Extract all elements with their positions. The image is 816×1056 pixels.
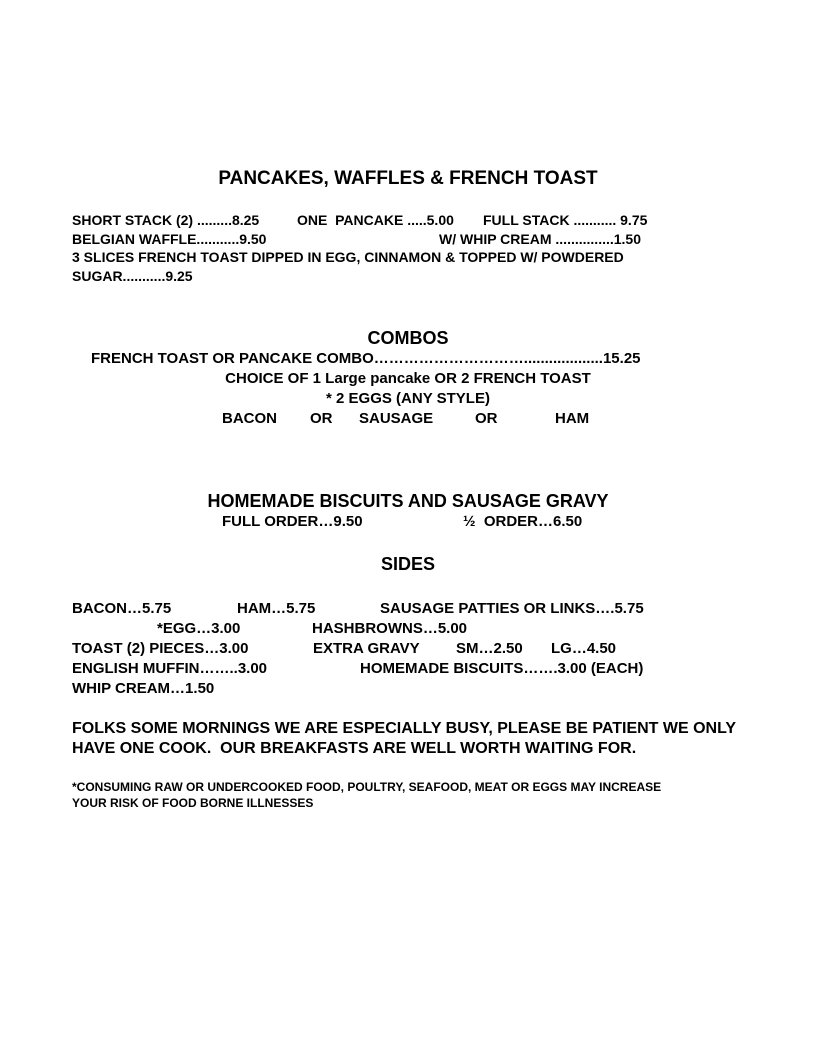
full-stack-item: FULL STACK ........... 9.75 <box>483 212 648 228</box>
biscuits-heading: HOMEMADE BISCUITS AND SAUSAGE GRAVY <box>207 491 609 511</box>
combo-eggs: * 2 EGGS (ANY STYLE) <box>326 390 490 407</box>
side-english-muffin: ENGLISH MUFFIN……..3.00 <box>72 660 268 677</box>
combo-item: FRENCH TOAST OR PANCAKE COMBO…………………………...................15.25 <box>91 350 641 367</box>
disclaimer-line-2: YOUR RISK OF FOOD BORNE ILLNESSES <box>72 796 314 810</box>
side-toast: TOAST (2) PIECES…3.00 <box>72 640 249 657</box>
side-extra-gravy: EXTRA GRAVY <box>313 640 420 657</box>
side-egg: *EGG…3.00 <box>157 620 241 637</box>
combos-heading: COMBOS <box>367 328 449 348</box>
side-gravy-small: SM…2.50 <box>456 640 523 657</box>
sides-heading: SIDES <box>380 554 436 574</box>
combo-choice: CHOICE OF 1 Large pancake OR 2 FRENCH TOAST <box>225 370 591 387</box>
side-whip-cream: WHIP CREAM…1.50 <box>72 680 215 697</box>
biscuits-full-order: FULL ORDER…9.50 <box>222 513 363 530</box>
combo-meat-ham: HAM <box>555 410 590 427</box>
combo-meat-sausage: SAUSAGE <box>359 410 434 427</box>
notice-line-1: FOLKS SOME MORNINGS WE ARE ESPECIALLY BUSY, PLEASE BE PATIENT WE ONLY <box>72 720 737 737</box>
disclaimer-line-1: *CONSUMING RAW OR UNDERCOOKED FOOD, POULTRY, SEAFOOD, MEAT OR EGGS MAY INCREASE <box>72 780 662 794</box>
combo-meat-or-1: OR <box>310 410 333 427</box>
one-pancake-item: ONE PANCAKE .....5.00 <box>297 212 454 228</box>
side-sausage: SAUSAGE PATTIES OR LINKS….5.75 <box>380 600 644 617</box>
french-toast-price: SUGAR...........9.25 <box>72 268 193 284</box>
pancakes-heading: PANCAKES, WAFFLES & FRENCH TOAST <box>218 168 598 189</box>
side-ham: HAM…5.75 <box>237 600 316 617</box>
side-homemade-biscuits: HOMEMADE BISCUITS…….3.00 (EACH) <box>360 660 644 677</box>
biscuits-half-order: ½ ORDER…6.50 <box>463 513 583 530</box>
notice-line-2: HAVE ONE COOK. OUR BREAKFASTS ARE WELL WORTH WAITING FOR. <box>72 740 637 757</box>
combo-meat-or-2: OR <box>475 410 498 427</box>
side-bacon: BACON…5.75 <box>72 600 172 617</box>
french-toast-description: 3 SLICES FRENCH TOAST DIPPED IN EGG, CINNAMON & TOPPED W/ POWDERED <box>72 249 624 265</box>
side-gravy-large: LG…4.50 <box>551 640 617 657</box>
belgian-waffle-item: BELGIAN WAFFLE...........9.50 <box>72 231 267 247</box>
whip-cream-addon: W/ WHIP CREAM ...............1.50 <box>439 231 641 247</box>
combo-meat-bacon: BACON <box>222 410 277 427</box>
short-stack-item: SHORT STACK (2) .........8.25 <box>72 212 260 228</box>
side-hashbrowns: HASHBROWNS…5.00 <box>312 620 468 637</box>
